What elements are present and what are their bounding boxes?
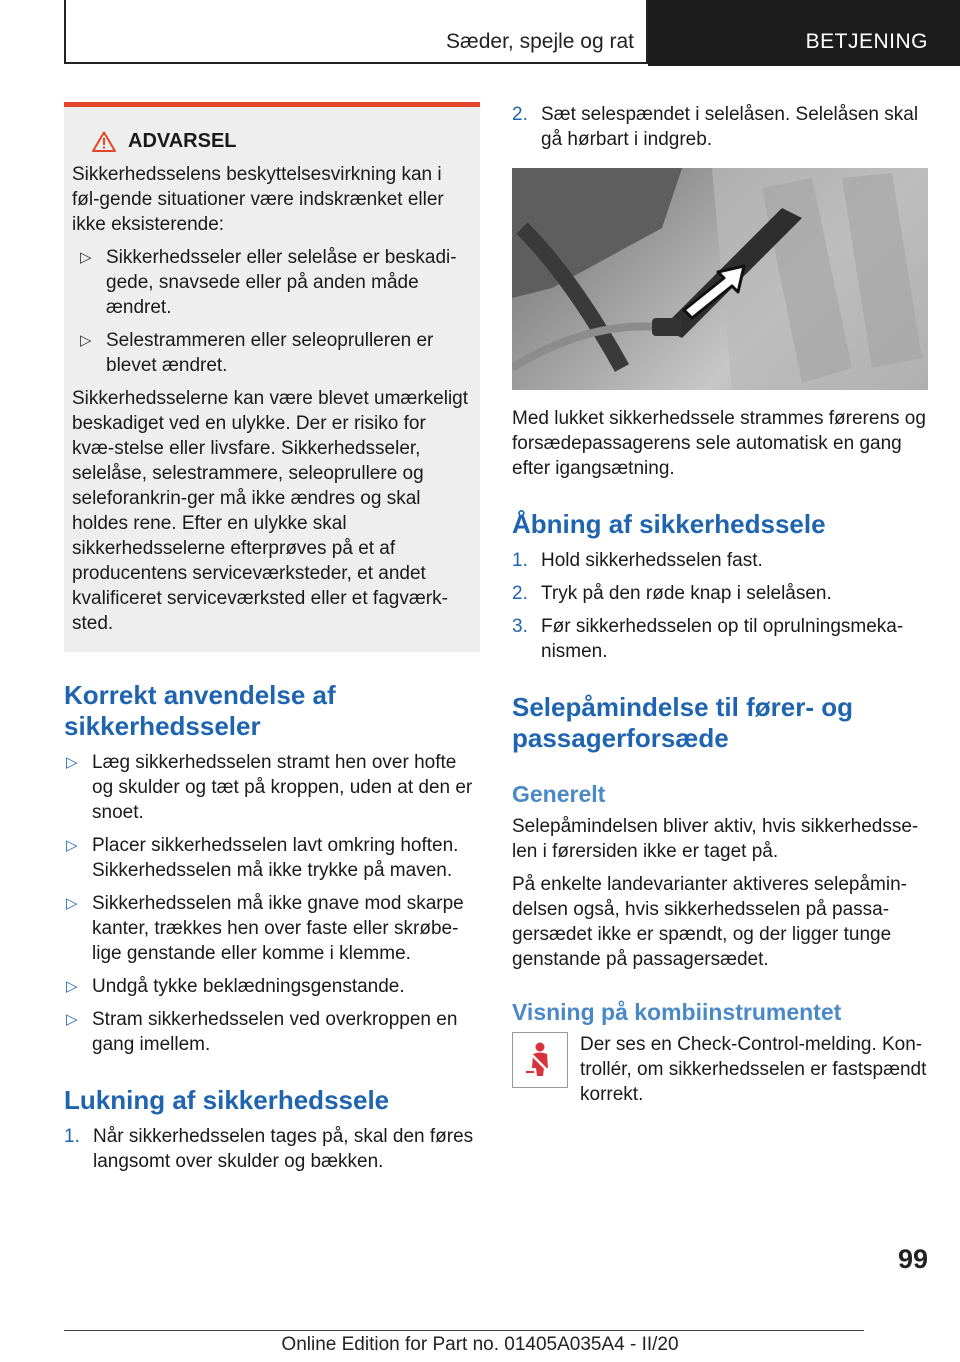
seatbelt-buckle-photo bbox=[512, 168, 928, 390]
closing-steps bbox=[64, 1124, 480, 1174]
warning-title: ADVARSEL bbox=[128, 130, 237, 152]
list-item: 3. Før sikkerhedsselen op til oprulningsmeka-nismen. bbox=[512, 616, 904, 662]
list-item: ▷ Selestrammeren eller seleoprulleren er blevet ændret. bbox=[80, 330, 434, 376]
right-column bbox=[512, 102, 928, 1107]
list-item: ▷ Stram sikkerhedsselen ved overkroppen en gang imellem. bbox=[66, 1009, 458, 1055]
triangle-bullet-icon: ▷ bbox=[66, 754, 78, 771]
list-item: 2. Sæt selespændet i selelåsen. Selelåsen skal gå hørbart i indgreb. bbox=[512, 104, 919, 150]
list-item: ▷ Undgå tykke beklædningsgenstande. bbox=[66, 976, 405, 997]
section-tab bbox=[64, 0, 648, 64]
general-paragraph-2: På enkelte landevarianter aktiveres selepåmin-delsen også, hvis sikkerhedsselen på passa-gersædet ikke er spændt, og der ligger tunge genstande på passagersædet. bbox=[512, 874, 907, 970]
chapter-tab bbox=[648, 0, 960, 66]
display-text: Der ses en Check-Control-melding. Kon-trollér, om sikkerhedsselen er fastspændt korrekt. bbox=[580, 1034, 927, 1105]
list-item: ▷ Placer sikkerhedsselen lavt omkring hoften. Sikkerhedsselen må ikke trykke på maven. bbox=[66, 835, 459, 881]
list-item: ▷ Sikkerhedsseler eller selelåse er beskadi-gede, snavsede eller på anden måde ændret. bbox=[80, 247, 457, 318]
list-item: ▷ Sikkerhedsselen må ikke gnave mod skarpe kanter, trækkes hen over faste eller skrøbe-lige genstande eller komme i klemme. bbox=[66, 893, 464, 964]
correct-use-heading: Korrekt anvendelse af sikkerhedsseler bbox=[64, 680, 336, 741]
list-item: 1. Når sikkerhedsselen tages på, skal den føres langsomt over skulder og bækken. bbox=[64, 1126, 474, 1172]
warning-outro: Sikkerhedsselerne kan være blevet umærkeligt beskadiget ved en ulykke. Der er risiko for kvæ-stelse eller livsfare. Sikkerhedsseler, selelåse, selestrammere, seleoprullere og seleforankrin-ger må ikke ændres og skal holdes rene. Efter en ulykke skal sikkerhedsselerne efterprøves på et af producentens serviceværksteder, et andet kvalificeret serviceværksted eller et fagværk-sted. bbox=[72, 388, 469, 634]
triangle-bullet-icon: ▷ bbox=[66, 837, 78, 854]
opening-heading: Åbning af sikkerhedssele bbox=[512, 509, 826, 539]
seatbelt-warning-icon bbox=[512, 1032, 568, 1088]
footer-divider bbox=[64, 1330, 864, 1331]
page-header bbox=[64, 0, 960, 66]
warning-icon bbox=[92, 131, 116, 152]
triangle-bullet-icon: ▷ bbox=[66, 1011, 78, 1028]
triangle-bullet-icon: ▷ bbox=[66, 895, 78, 912]
section-title: Sæder, spejle og rat bbox=[446, 30, 634, 53]
warning-title-row bbox=[92, 129, 472, 154]
seat-illustration bbox=[512, 168, 928, 390]
left-column bbox=[64, 102, 480, 1182]
triangle-bullet-icon: ▷ bbox=[80, 332, 92, 349]
closing-steps-continued bbox=[512, 102, 928, 152]
warning-intro: Sikkerhedsselens beskyttelsesvirkning kan i føl-gende situationer være indskrænket eller ikke eksisterende: bbox=[72, 164, 444, 235]
footer-text: Online Edition for Part no. 01405A035A4 - II/20 bbox=[281, 1334, 679, 1355]
correct-use-list bbox=[64, 750, 480, 1057]
warning-list bbox=[72, 245, 472, 378]
triangle-bullet-icon: ▷ bbox=[80, 249, 92, 266]
list-item: 1. Hold sikkerhedsselen fast. bbox=[512, 550, 763, 571]
general-paragraph-1: Selepåmindelsen bliver aktiv, hvis sikkerhedsse-len i førersiden ikke er taget på. bbox=[512, 816, 919, 862]
chapter-title: BETJENING bbox=[805, 30, 928, 53]
reminder-heading: Selepåmindelse til fører- og passagerforsæde bbox=[512, 692, 853, 753]
warning-box bbox=[64, 102, 480, 652]
list-item: ▷ Læg sikkerhedsselen stramt hen over hofte og skulder og tæt på kroppen, uden at den er snoet. bbox=[66, 752, 473, 823]
closing-after-text: Med lukket sikkerhedssele strammes førerens og forsædepassagerens sele automatisk en gang efter igangsætning. bbox=[512, 408, 926, 479]
display-heading: Visning på kombiinstrumentet bbox=[512, 999, 842, 1025]
page-number: 99 bbox=[897, 1244, 928, 1274]
opening-steps bbox=[512, 548, 928, 664]
general-heading: Generelt bbox=[512, 781, 606, 807]
closing-heading: Lukning af sikkerhedssele bbox=[64, 1085, 390, 1115]
display-info-row bbox=[512, 1032, 928, 1107]
list-item: 2. Tryk på den røde knap i selelåsen. bbox=[512, 583, 832, 604]
triangle-bullet-icon: ▷ bbox=[66, 978, 78, 995]
